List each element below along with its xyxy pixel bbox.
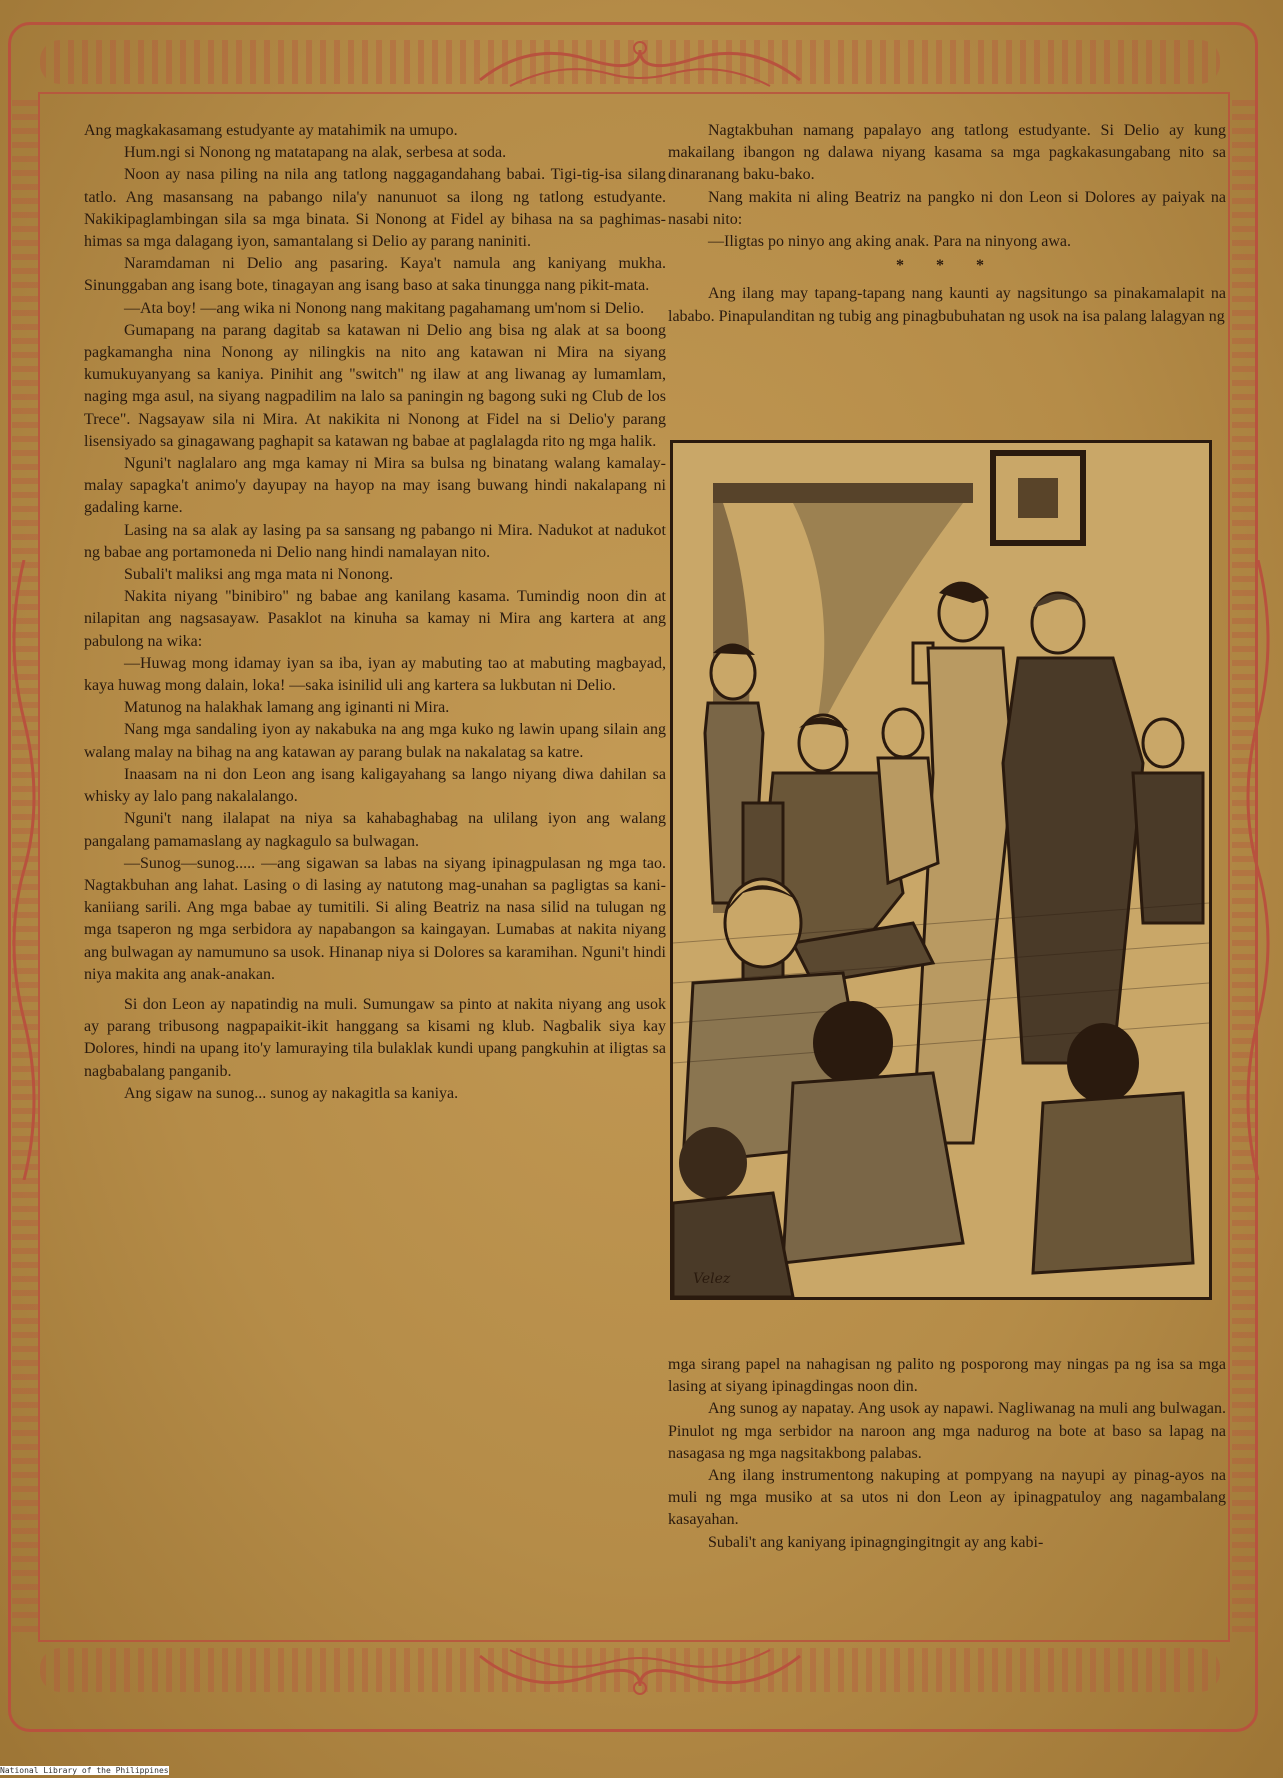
paragraph: Si don Leon ay napatindig na muli. Sumungaw sa pinto at nakita niyang ang usok ay parang tribusong nagpapaikit-ikit hanggang sa kisami ng klub. Nagbalik siya kay Dolores, hindi na upang ito'y lamuraying tila bulaklak kundi upang pangkuhin at iligtas sa nagbabalang panganib. [84, 995, 666, 1080]
top-center-ornament [470, 30, 810, 96]
illustration-drawing [673, 443, 1209, 1297]
right-side-ornament [1238, 560, 1278, 1180]
paragraph: Noon ay nasa piling na nila ang tatlong naggagandahang babai. Tigi-tig-isa silang tatlo. Ang masansang na pabango nila'y nanunuot sa ilong ng tatlong estudyante. Nakikipaglambingan sila sa mga binata. Si Nonong at Fidel ay bihasa na sa paghimas-himas sa mga dalagang iyon, samantalang si Delio ay parang naniniti. [84, 166, 666, 251]
paragraph: Subali't ang kaniyang ipinagngingitngit ay ang kabi- [708, 1533, 1044, 1551]
left-column-text [84, 120, 666, 1105]
story-illustration [670, 440, 1212, 1300]
archive-footer-note: National Library of the Philippines [0, 1766, 169, 1775]
paragraph: Nang makita ni aling Beatriz na pangko ni don Leon si Dolores ay paiyak na nasabi nito: [668, 188, 1226, 228]
paragraph: Subali't maliksi ang mga mata ni Nonong. [124, 566, 394, 584]
left-side-ornament [4, 560, 44, 1180]
paragraph: Hum.ngi si Nonong ng matatapang na alak, serbesa at soda. [124, 144, 507, 162]
paragraph: Naramdaman ni Delio ang pasaring. Kaya't namula ang kaniyang mukha. Sinunggaban ang isang bote, tinagayan ang isang baso at saka tinungga nang pikit-mata. [84, 255, 666, 295]
paragraph: Ang ilang instrumentong nakuping at pompyang na nayupi ay pinag-ayos na muli ng mga musiko at sa utos ni don Leon ay ipinagpatuloy ang nagambalang kasayahan. [668, 1467, 1226, 1529]
right-column-text-top [668, 120, 1226, 328]
paragraph: Nagtakbuhan namang papalayo ang tatlong estudyante. Si Delio ay kung makailang ibangon ng dalawa niyang kasama sa mga pagkakasungabang nito sa dinaranang baku-bako. [668, 122, 1226, 184]
paragraph: —Sunog—sunog..... —ang sigawan sa labas na siyang ipinagpulasan ng mga tao. Nagtakbuhan ang lahat. Lasing o di lasing ay natutong mag-unahan sa pagligtas sa kani-kaniiang sarili. Ang mga babae ay tumitili. Si aling Beatriz na nasa silid na tulugan ng mga tsaperon ng mga serbidora ay napabangon sa kaingayan. Lumabas at nakita niyang ang bulwagan ay namumuno sa usok. Hinanap niya si Dolores sa karamihan. Nguni't hindi niya makita ang anak-anakan. [84, 854, 666, 983]
right-column-text-bottom [668, 1354, 1226, 1554]
paragraph: —Huwag mong idamay iyan sa iba, iyan ay mabuting tao at mabuting magbayad, kaya huwag mong dalain, loka! —saka isinilid uli ang kartera sa lukbutan ni Delio. [84, 654, 666, 695]
paragraph: Gumapang na parang dagitab sa katawan ni Delio ang bisa ng alak at sa boong pagkamangha nina Nonong ay nilingkis na nito ang katawan ni Mira na siyang kumukuyanyang sa kaniya. Pinihit ang "switch" ng ilaw at ang liwanag ay lumamlam, naging mga asul, na siyang nagpadilim na lalo sa paningin ng bagong suki ng Club de los Trece". Nagsayaw sila ni Mira. At nakikita ni Nonong at Fidel na si Delio'y parang lisensiyado sa ginagawang paghapit sa katawan ng babae at paglalagda rito ng mga halik. [84, 321, 666, 450]
paragraph: Nakita niyang "binibiro" ng babae ang kanilang kasama. Tumindig noon din at nilapitan ang nagsasayaw. Pasaklot na kinuha sa kamay ni Mira ang kartera at ang pabulong na wika: [84, 588, 666, 650]
paragraph: Ang sunog ay napatay. Ang usok ay napawi. Nagliwanag na muli ang bulwagan. Pinulot ng mga serbidor na naroon ang mga nadurog na bote at baso sa lapag na nasagasa ng mga nagsitakbong palabas. [668, 1400, 1226, 1462]
paragraph: —Iligtas po ninyo ang aking anak. Para na ninyong awa. [708, 233, 1072, 251]
paragraph: Nguni't nang ilalapat na niya sa kahabaghabag na ulilang iyon ang walang pangalang pamamaslang ay nagkagulo sa bulwagan. [84, 810, 666, 850]
paragraph: Inaasam na ni don Leon ang isang kaligayahang sa lango niyang diwa dahilan sa whisky ay lalo pang nakalalango. [84, 765, 666, 806]
bottom-center-ornament [470, 1640, 810, 1706]
paragraph: —Ata boy! —ang wika ni Nonong nang makitang pagahamang um'nom si Delio. [124, 299, 645, 317]
illustrator-signature: Velez [693, 1271, 731, 1287]
paragraph: Matunog na halakhak lamang ang iginanti ni Mira. [124, 699, 450, 717]
paragraph: Nguni't naglalaro ang mga kamay ni Mira sa bulsa ng binatang walang kamalay-malay sapagka't animo'y dayupay na hayop na may isang buwang hindi nakalapang ni gadaling karne. [84, 455, 666, 517]
paragraph: Ang sigaw na sunog... sunog ay nakagitla sa kaniya. [124, 1084, 459, 1102]
paragraph: mga sirang papel na nahagisan ng palito ng posporong may ningas pa ng isa sa mga lasing at siyang ipinagdingas noon din. [668, 1356, 1226, 1396]
paragraph: Nang mga sandaling iyon ay nakabuka na ang mga kuko ng lawin upang silain ang walang malay na bihag na ang katawan ay parang bulak na nakalatag sa katre. [84, 721, 666, 761]
paragraph: Ang ilang may tapang-tapang nang kaunti ay nagsitungo sa pinakamalapit na lababo. Pinapulanditan ng tubig ang pinagbubuhatan ng usok na isa palang lalagyan ng [668, 285, 1226, 325]
section-separator: * * * [896, 257, 998, 275]
paragraph: Ang magkakasamang estudyante ay matahimik na umupo. [84, 122, 458, 139]
paragraph: Lasing na sa alak ay lasing pa sa sansang ng pabango ni Mira. Nadukot at nadukot ng babae ang portamoneda ni Delio nang hindi namalayan nito. [84, 521, 666, 561]
